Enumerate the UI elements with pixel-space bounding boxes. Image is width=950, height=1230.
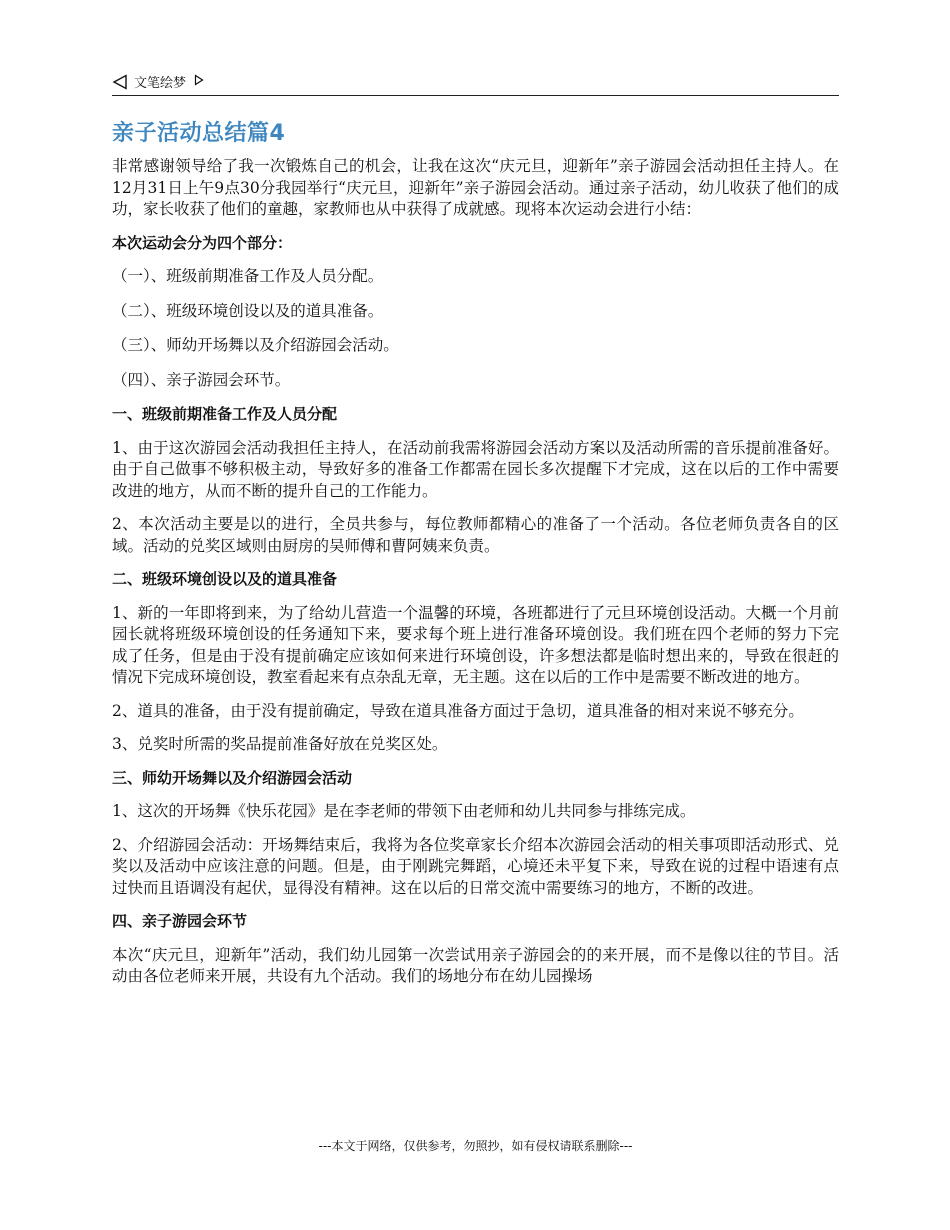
body-paragraph: 1、新的一年即将到来，为了给幼儿营造一个温馨的环境，各班都进行了元旦环境创设活动。大概一个月前园长就将班级环境创设的任务通知下来，要求每个班上进行准备环境创设。我们班在四个老师的努力下完成了任务，但是由于没有提前确定应该如何来进行环境创设，许多想法都是临时想出来的，导致在很赶的情况下完成环境创设，教室看起来有点杂乱无章，无主题。这在以后的工作中是需要不断改进的地方。 <box>112 603 839 686</box>
page-title: 亲子活动总结篇4 <box>112 121 286 146</box>
body-paragraph: 2、介绍游园会活动：开场舞结束后，我将为各位奖章家长介绍本次游园会活动的相关事项即活动形式、兑奖以及活动中应该注意的问题。但是，由于刚跳完舞蹈，心境还未平复下来，导致在说的过程中语速有点过快而且语调没有起伏，显得没有精神。这在以后的日常交流中需要练习的地方，不断的改进。 <box>112 835 839 897</box>
intro-paragraph: 非常感谢领导给了我一次锻炼自己的机会，让我在这次“庆元旦，迎新年”亲子游园会活动担任主持人。在12月31日上午9点30分我园举行“庆元旦，迎新年”亲子游园会活动。通过亲子活动，幼儿收获了他们的成功，家长收获了他们的童趣，家教师也从中获得了成就感。现将本次运动会进行小结： <box>112 157 839 218</box>
overview-item: （二）、班级环境创设以及的道具准备。 <box>112 301 384 320</box>
overview-item: （四）、亲子游园会环节。 <box>112 370 291 389</box>
body-paragraph: 1、这次的开场舞《快乐花园》是在李老师的带领下由老师和幼儿共同参与排练完成。 <box>112 802 696 820</box>
document-body <box>112 156 839 1000</box>
triangle-right-outline-icon <box>194 74 204 86</box>
section-heading: 四、亲子游园会环节 <box>112 912 248 930</box>
body-paragraph: 2、本次活动主要是以的进行，全员共参与，每位教师都精心的准备了一个活动。各位老师负责各自的区域。活动的兑奖区域则由厨房的吴师傅和曹阿姨来负责。 <box>112 515 839 555</box>
section-overview-heading: 本次运动会分为四个部分： <box>112 233 293 252</box>
brand <box>112 72 204 91</box>
section-heading: 一、班级前期准备工作及人员分配 <box>112 405 338 423</box>
body-paragraph: 3、兑奖时所需的奖品提前准备好放在兑奖区处。 <box>112 735 448 753</box>
page-header <box>112 70 839 96</box>
triangle-left-outline-icon <box>112 74 128 90</box>
body-paragraph: 2、道具的准备，由于没有提前确定，导致在道具准备方面过于急切，道具准备的相对来说不够充分。 <box>112 701 804 720</box>
brand-name: 文笔绘梦 <box>134 76 187 91</box>
section-heading: 二、班级环境创设以及的道具准备 <box>112 570 338 588</box>
overview-item: （三）、师幼开场舞以及介绍游园会活动。 <box>112 336 399 354</box>
overview-item: （一）、班级前期准备工作及人员分配。 <box>112 267 384 285</box>
body-paragraph: 1、由于这次游园会活动我担任主持人，在活动前我需将游园会活动方案以及活动所需的音乐提前准备好。由于自己做事不够积极主动，导致好多的准备工作都需在园长多次提醒下才完成，这在以后的工作中需要改进的地方，从而不断的提升自己的工作能力。 <box>112 438 839 500</box>
section-heading: 三、师幼开场舞以及介绍游园会活动 <box>112 768 353 787</box>
body-paragraph: 本次“庆元旦，迎新年”活动，我们幼儿园第一次尝试用亲子游园会的的来开展，而不是像以往的节目。活动由各位老师来开展，共设有九个活动。我们的场地分布在幼儿园操场 <box>112 945 839 985</box>
page-footer-disclaimer: ---本文于网络，仅供参考，勿照抄，如有侵权请联系删除--- <box>318 1139 633 1153</box>
document-page <box>112 0 839 1230</box>
